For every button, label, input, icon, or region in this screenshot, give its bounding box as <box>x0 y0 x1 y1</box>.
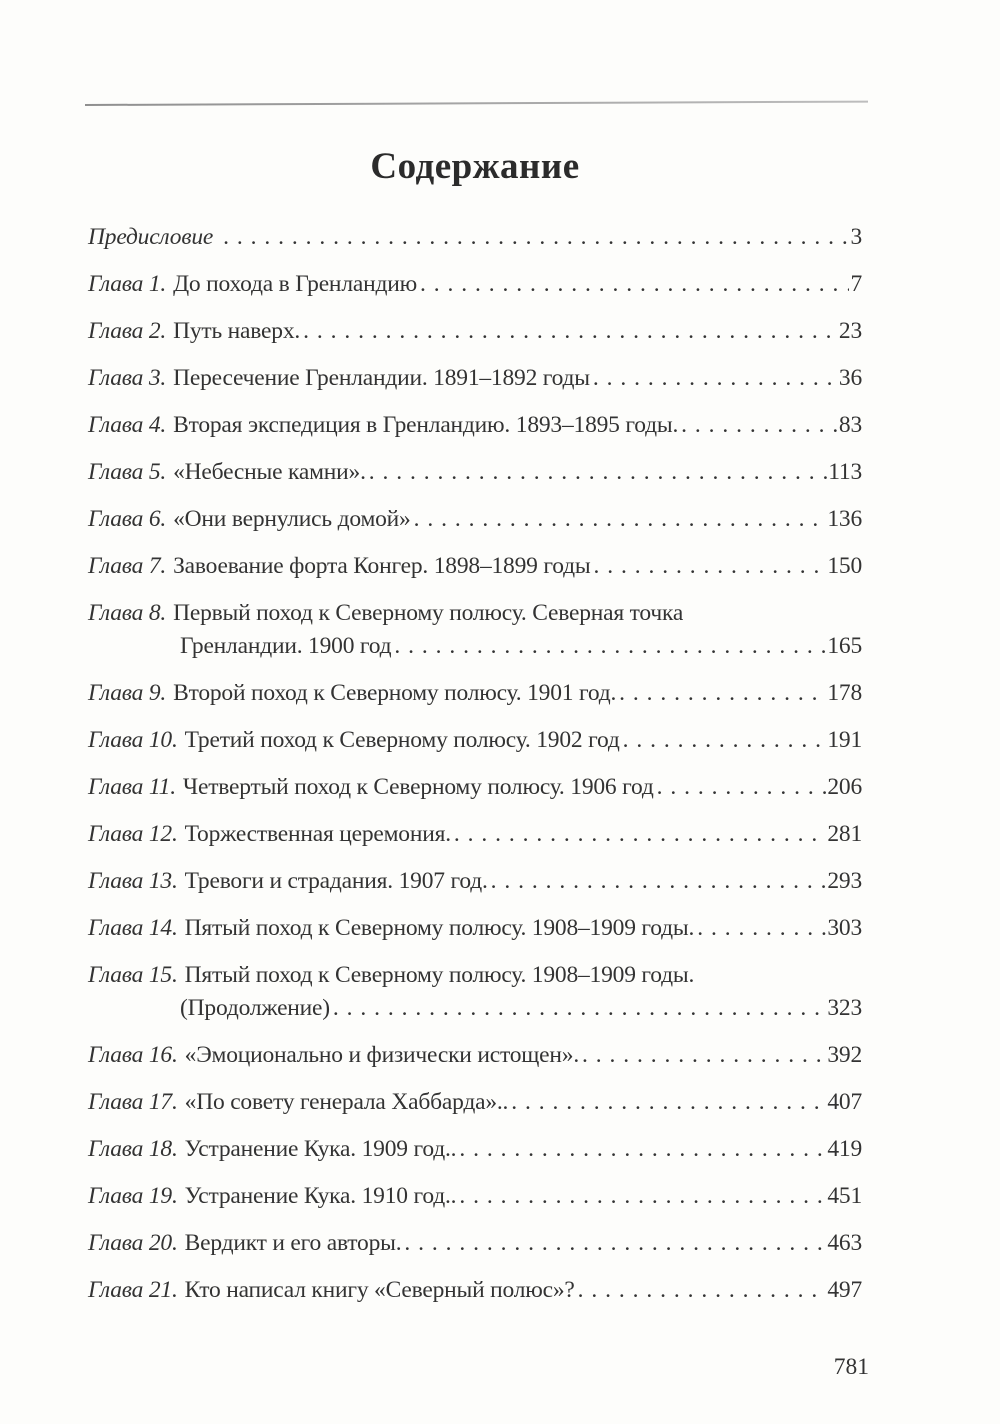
toc-entry-title: Торжественная церемония. <box>184 821 451 847</box>
toc-entry-label: Глава 10. <box>88 727 178 753</box>
toc-entry-title: Пятый поход к Северному полюсу. 1908–1909 годы. <box>184 915 695 941</box>
toc-entry-line <box>88 677 862 710</box>
toc-entry-page: 178 <box>827 680 862 706</box>
toc-entry-label: Глава 7. <box>88 553 167 579</box>
toc-entry-title: «Они вернулись домой» <box>173 506 411 532</box>
toc-entry <box>88 597 862 663</box>
toc-entry-page: 419 <box>827 1136 862 1162</box>
toc-entry-page: 463 <box>827 1230 862 1256</box>
toc-entry-title: «Небесные камни». <box>173 459 366 485</box>
toc-entry <box>88 550 862 583</box>
toc-entry-label: Глава 4. <box>88 412 167 438</box>
toc-entry-page: 281 <box>827 821 862 847</box>
dot-leader <box>578 1274 827 1307</box>
toc-entry <box>88 865 862 898</box>
toc-entry <box>88 362 862 395</box>
toc-entry-title: Вердикт и его авторы. <box>184 1230 402 1256</box>
dot-leader <box>420 268 850 301</box>
toc-entry-title: Устранение Кука. 1909 год.. <box>184 1136 457 1162</box>
toc-list <box>88 221 862 1321</box>
toc-entry-label: Глава 6. <box>88 506 167 532</box>
toc-entry-title: Устранение Кука. 1910 год.. <box>184 1183 457 1209</box>
toc-entry-label: Глава 9. <box>88 680 167 706</box>
toc-entry-title-continuation: Гренландии. 1900 год <box>180 633 392 659</box>
toc-entry-label: Глава 16. <box>88 1042 178 1068</box>
toc-entry-page: 36 <box>838 365 862 391</box>
toc-entry-page: 206 <box>827 774 862 800</box>
toc-entry <box>88 677 862 710</box>
toc-entry-page: 451 <box>827 1183 862 1209</box>
toc-entry-title: Четвертый поход к Северному полюсу. 1906 год <box>182 774 654 800</box>
toc-entry-page: 136 <box>827 506 862 532</box>
dot-leader <box>619 677 826 710</box>
toc-entry-title: «Эмоционально и физически истощен». <box>184 1042 579 1068</box>
toc-entry-line <box>88 818 862 851</box>
toc-entry-title: До похода в Гренландию <box>173 271 417 297</box>
dot-leader <box>593 362 838 395</box>
toc-entry-label: Глава 12. <box>88 821 178 847</box>
toc-entry-label: Глава 1. <box>88 271 167 297</box>
toc-entry-title: Третий поход к Северному полюсу. 1902 год <box>184 727 620 753</box>
page-number: 781 <box>833 1354 869 1380</box>
toc-entry <box>88 771 862 804</box>
toc-entry-line <box>88 1133 862 1166</box>
toc-entry-line <box>88 1227 862 1260</box>
toc-entry-page: 3 <box>850 224 862 250</box>
dot-leader <box>404 1227 826 1260</box>
toc-entry <box>88 1039 862 1072</box>
dot-leader <box>454 818 826 851</box>
dot-leader <box>414 503 827 536</box>
dot-leader <box>623 724 827 757</box>
dot-leader <box>593 550 826 583</box>
toc-entry <box>88 1180 862 1213</box>
dot-leader <box>511 1086 826 1119</box>
toc-entry-page: 7 <box>850 271 862 297</box>
toc-entry-title: Пятый поход к Северному полюсу. 1908–1909 годы. <box>184 962 695 988</box>
toc-entry-line <box>88 865 862 898</box>
toc-entry <box>88 1086 862 1119</box>
toc-entry <box>88 818 862 851</box>
toc-entry-page: 323 <box>827 995 862 1021</box>
toc-entry-page: 407 <box>827 1089 862 1115</box>
toc-entry-label: Глава 20. <box>88 1230 178 1256</box>
toc-entry-line <box>88 1086 862 1119</box>
toc-entry-title: Первый поход к Северному полюсу. Северная точка <box>173 600 684 626</box>
toc-entry-label: Глава 18. <box>88 1136 178 1162</box>
toc-entry-page: 392 <box>827 1042 862 1068</box>
dot-leader <box>459 1180 826 1213</box>
toc-entry-line <box>88 456 862 489</box>
toc-entry-line <box>88 959 862 992</box>
toc-entry-label: Глава 8. <box>88 600 167 626</box>
toc-entry-page: 497 <box>827 1277 862 1303</box>
toc-entry-line <box>88 724 862 757</box>
toc-entry-line-continuation <box>180 630 862 663</box>
toc-entry-page: 191 <box>827 727 862 753</box>
toc-entry <box>88 503 862 536</box>
dot-leader <box>333 992 826 1025</box>
toc-entry-line <box>88 912 862 945</box>
dot-leader <box>303 315 838 348</box>
toc-entry-title: Пересечение Гренландии. 1891–1892 годы <box>173 365 590 391</box>
dot-leader <box>223 221 849 254</box>
toc-entry-title: Второй поход к Северному полюсу. 1901 год. <box>173 680 617 706</box>
toc-entry-label: Глава 13. <box>88 868 178 894</box>
toc-entry-page: 83 <box>838 412 862 438</box>
toc-entry-label: Глава 3. <box>88 365 167 391</box>
toc-entry-title: Завоевание форта Конгер. 1898–1899 годы <box>173 553 591 579</box>
toc-entry-page: 150 <box>827 553 862 579</box>
toc-entry-line <box>88 1274 862 1307</box>
toc-entry <box>88 1227 862 1260</box>
dot-leader <box>491 865 827 898</box>
toc-entry-title-continuation: (Продолжение) <box>180 995 330 1021</box>
toc-entry <box>88 1133 862 1166</box>
toc-entry-line <box>88 1180 862 1213</box>
header-rule <box>85 101 868 106</box>
dot-leader <box>697 912 826 945</box>
dot-leader <box>681 409 838 442</box>
toc-entry <box>88 221 862 254</box>
dot-leader <box>394 630 826 663</box>
toc-entry-line <box>88 221 862 254</box>
toc-entry-title: Путь наверх. <box>173 318 301 344</box>
toc-entry-label: Глава 17. <box>88 1089 178 1115</box>
toc-entry-label: Глава 11. <box>88 774 176 800</box>
toc-entry-line <box>88 268 862 301</box>
toc-entry-line <box>88 362 862 395</box>
toc-entry-line-continuation <box>180 992 862 1025</box>
dot-leader <box>459 1133 826 1166</box>
toc-entry <box>88 315 862 348</box>
toc-entry-line <box>88 409 862 442</box>
toc-entry <box>88 409 862 442</box>
dot-leader <box>657 771 827 804</box>
toc-entry-page: 23 <box>838 318 862 344</box>
toc-entry-label: Глава 15. <box>88 962 178 988</box>
toc-entry-title: Кто написал книгу «Северный полюс»? <box>184 1277 575 1303</box>
toc-entry-label: Предисловие <box>88 224 214 250</box>
dot-leader <box>582 1039 826 1072</box>
toc-entry-page: 293 <box>827 868 862 894</box>
dot-leader <box>369 456 827 489</box>
toc-entry-label: Глава 2. <box>88 318 167 344</box>
toc-entry-line <box>88 503 862 536</box>
toc-entry-title: Вторая экспедиция в Гренландию. 1893–1895 годы. <box>173 412 679 438</box>
toc-entry-line <box>88 550 862 583</box>
toc-entry-line <box>88 315 862 348</box>
toc-entry-page: 165 <box>827 633 862 659</box>
toc-entry-page: 303 <box>827 915 862 941</box>
toc-entry <box>88 912 862 945</box>
toc-entry-line <box>88 1039 862 1072</box>
toc-entry-label: Глава 21. <box>88 1277 178 1303</box>
toc-entry-title: Тревоги и страдания. 1907 год. <box>184 868 488 894</box>
toc-entry <box>88 456 862 489</box>
toc-entry-label: Глава 14. <box>88 915 178 941</box>
toc-entry-line <box>88 771 862 804</box>
toc-entry <box>88 1274 862 1307</box>
toc-entry-label: Глава 19. <box>88 1183 178 1209</box>
page-title: Содержание <box>370 146 580 187</box>
toc-entry-line <box>88 597 862 630</box>
toc-entry <box>88 959 862 1025</box>
toc-entry <box>88 268 862 301</box>
toc-entry-label: Глава 5. <box>88 459 167 485</box>
toc-entry-page: 113 <box>828 459 862 485</box>
toc-entry-title: «По совету генерала Хаббарда».. <box>184 1089 509 1115</box>
toc-entry <box>88 724 862 757</box>
